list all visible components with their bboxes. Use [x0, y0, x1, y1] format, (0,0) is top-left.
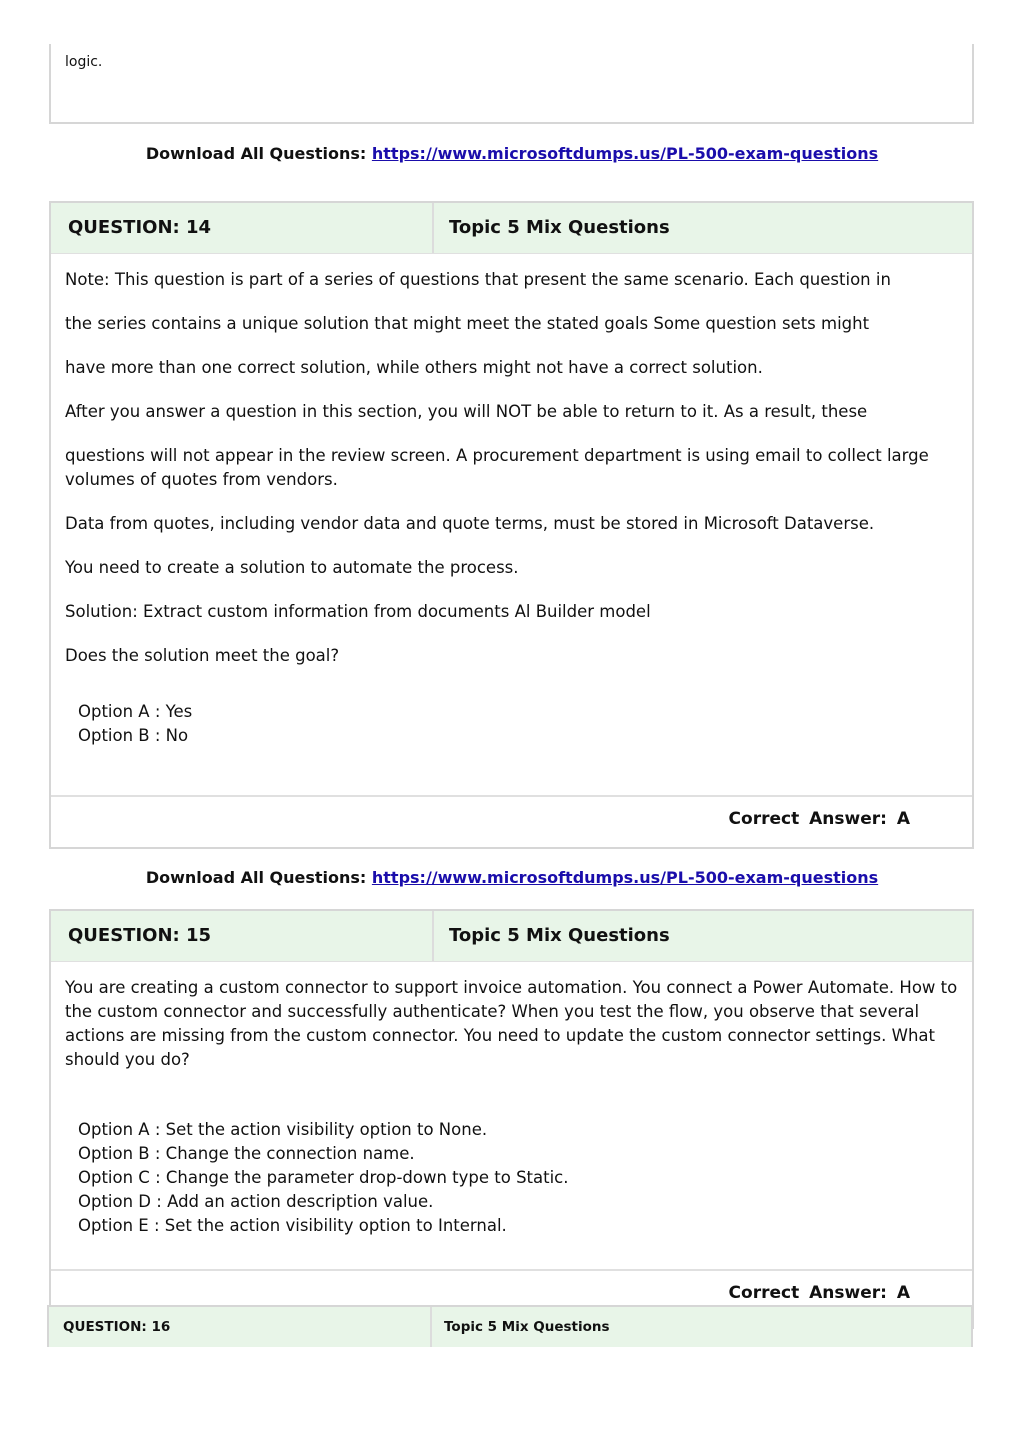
- question-topic: Topic 5 Mix Questions: [444, 1319, 610, 1335]
- correct-answer: Correct Answer: A: [728, 809, 910, 829]
- question-number: QUESTION: 15: [51, 911, 434, 961]
- question-header: [51, 203, 972, 254]
- option-b: Option B : Change the connection name.: [78, 1144, 415, 1163]
- download-line: [0, 868, 1024, 887]
- question-text: the series contains a unique solution that might meet the stated goals Some question sets might: [65, 314, 870, 333]
- question-text: After you answer a question in this section, you will NOT be able to return to it. As a result, these: [65, 402, 868, 421]
- option-a: Option A : Yes: [78, 702, 193, 721]
- question-text: questions will not appear in the review screen. A procurement department is using email to collect large volumes of quotes from vendors.: [65, 446, 929, 489]
- question-15-card: [49, 909, 974, 1329]
- download-label: Download All Questions:: [145, 868, 367, 887]
- question-14-card: [49, 201, 974, 849]
- question-text: You need to create a solution to automate the process.: [65, 558, 519, 577]
- question-text: Data from quotes, including vendor data and quote terms, must be stored in Microsoft Dataverse.: [65, 514, 875, 533]
- question-text: have more than one correct solution, while others might not have a correct solution.: [65, 358, 763, 377]
- question-number: QUESTION: 16: [49, 1307, 432, 1347]
- question-body: [51, 254, 972, 748]
- question-text: Note: This question is part of a series of questions that present the same scenario. Each question in: [65, 270, 891, 289]
- option-c: Option C : Change the parameter drop-down type to Static.: [78, 1168, 569, 1187]
- download-label: Download All Questions:: [145, 144, 367, 163]
- option-b: Option B : No: [78, 726, 189, 745]
- answer-row: [51, 795, 972, 847]
- option-e: Option E : Set the action visibility option to Internal.: [78, 1216, 507, 1235]
- question-number: QUESTION: 14: [51, 203, 434, 253]
- options-list: [65, 700, 958, 748]
- question-topic: Topic 5 Mix Questions: [449, 925, 670, 946]
- option-a: Option A : Set the action visibility option to None.: [78, 1120, 488, 1139]
- question-text: Does the solution meet the goal?: [65, 646, 340, 665]
- question-topic: Topic 5 Mix Questions: [449, 217, 670, 238]
- fragment-text: logic.: [65, 54, 103, 70]
- question-16-header: [47, 1305, 973, 1347]
- download-link[interactable]: https://www.microsoftdumps.us/PL-500-exam-questions: [371, 144, 879, 163]
- download-line: [0, 144, 1024, 163]
- options-list: [65, 1118, 958, 1238]
- question-body: [51, 962, 972, 1238]
- option-d: Option D : Add an action description value.: [78, 1192, 434, 1211]
- previous-question-fragment: [49, 44, 974, 124]
- question-text: Solution: Extract custom information from documents Al Builder model: [65, 602, 651, 621]
- correct-answer: Correct Answer: A: [728, 1283, 910, 1303]
- download-link[interactable]: https://www.microsoftdumps.us/PL-500-exam-questions: [371, 868, 879, 887]
- question-header: [51, 911, 972, 962]
- question-text: You are creating a custom connector to support invoice automation. You connect a Power Automate. How to the custom connector and successfully authenticate? When you test the flow, you observe that several actions are missing from the custom connector. You need to update the custom connector settings. What should you do?: [65, 978, 958, 1069]
